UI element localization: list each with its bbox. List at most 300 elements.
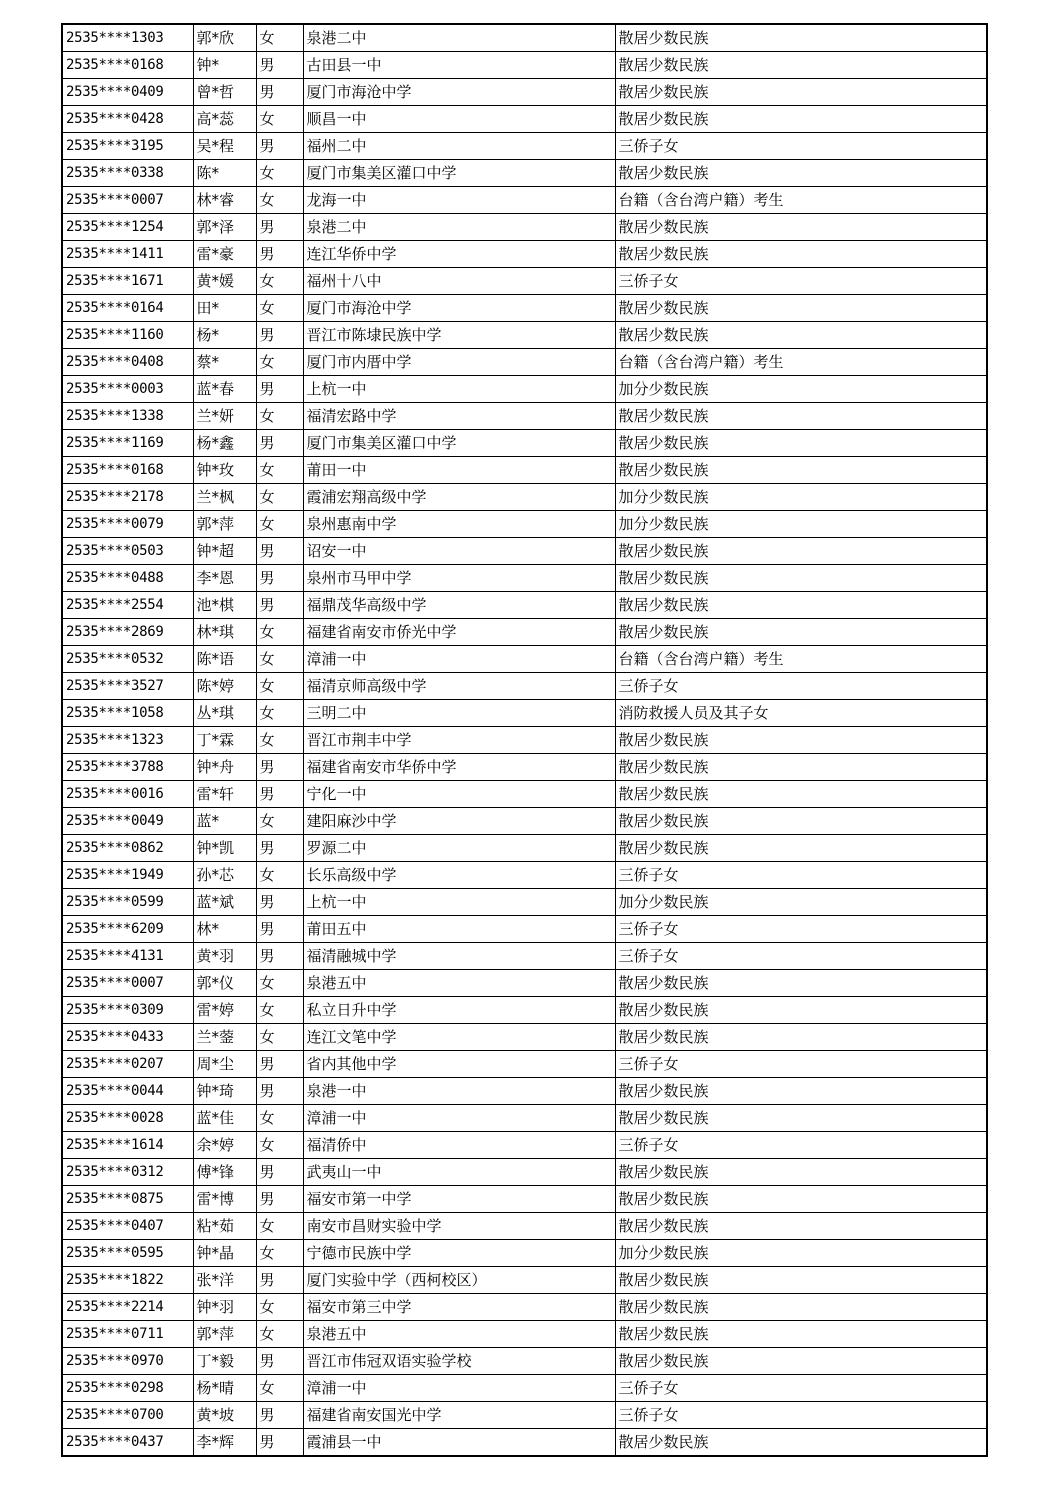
cell-candidate-id: 2535****4131	[62, 943, 193, 970]
cell-name: 兰*妍	[193, 403, 256, 430]
cell-name: 陈*语	[193, 646, 256, 673]
cell-name: 钟*舟	[193, 754, 256, 781]
cell-gender: 女	[256, 187, 303, 214]
cell-name: 兰*枫	[193, 484, 256, 511]
table-row	[62, 1132, 987, 1159]
table-row	[62, 1402, 987, 1429]
cell-school: 诏安一中	[303, 538, 615, 565]
cell-name: 曾*哲	[193, 79, 256, 106]
table-row	[62, 1213, 987, 1240]
cell-candidate-id: 2535****2214	[62, 1294, 193, 1321]
cell-category: 三侨子女	[615, 1375, 987, 1402]
cell-name: 郭*欣	[193, 24, 256, 52]
cell-category: 散居少数民族	[615, 214, 987, 241]
cell-name: 丛*琪	[193, 700, 256, 727]
cell-gender: 男	[256, 781, 303, 808]
cell-school: 省内其他中学	[303, 1051, 615, 1078]
cell-school: 福安市第三中学	[303, 1294, 615, 1321]
cell-category: 散居少数民族	[615, 79, 987, 106]
cell-gender: 男	[256, 241, 303, 268]
cell-category: 三侨子女	[615, 943, 987, 970]
cell-category: 加分少数民族	[615, 511, 987, 538]
cell-school: 宁德市民族中学	[303, 1240, 615, 1267]
cell-school: 霞浦宏翔高级中学	[303, 484, 615, 511]
cell-category: 散居少数民族	[615, 565, 987, 592]
cell-school: 连江文笔中学	[303, 1024, 615, 1051]
cell-category: 散居少数民族	[615, 1348, 987, 1375]
cell-candidate-id: 2535****3788	[62, 754, 193, 781]
cell-candidate-id: 2535****0599	[62, 889, 193, 916]
cell-candidate-id: 2535****2869	[62, 619, 193, 646]
table-row	[62, 133, 987, 160]
table-row	[62, 1159, 987, 1186]
cell-category: 散居少数民族	[615, 1105, 987, 1132]
cell-candidate-id: 2535****0488	[62, 565, 193, 592]
cell-gender: 女	[256, 160, 303, 187]
table-row	[62, 106, 987, 133]
table-row	[62, 1375, 987, 1402]
table-row	[62, 430, 987, 457]
table-row	[62, 646, 987, 673]
cell-candidate-id: 2535****0409	[62, 79, 193, 106]
cell-category: 散居少数民族	[615, 592, 987, 619]
cell-gender: 男	[256, 1159, 303, 1186]
cell-name: 黄*媛	[193, 268, 256, 295]
cell-school: 私立日升中学	[303, 997, 615, 1024]
table-row	[62, 862, 987, 889]
cell-gender: 男	[256, 1186, 303, 1213]
table-row	[62, 997, 987, 1024]
cell-name: 杨*鑫	[193, 430, 256, 457]
cell-school: 泉港五中	[303, 1321, 615, 1348]
cell-school: 福安市第一中学	[303, 1186, 615, 1213]
cell-gender: 女	[256, 673, 303, 700]
cell-candidate-id: 2535****0168	[62, 52, 193, 79]
cell-school: 长乐高级中学	[303, 862, 615, 889]
table-row	[62, 1294, 987, 1321]
cell-gender: 男	[256, 1429, 303, 1457]
cell-name: 池*棋	[193, 592, 256, 619]
cell-category: 加分少数民族	[615, 889, 987, 916]
cell-name: 郭*仪	[193, 970, 256, 997]
table-row	[62, 889, 987, 916]
table-row	[62, 322, 987, 349]
table-row	[62, 1024, 987, 1051]
cell-candidate-id: 2535****0016	[62, 781, 193, 808]
cell-name: 张*洋	[193, 1267, 256, 1294]
cell-gender: 男	[256, 592, 303, 619]
cell-candidate-id: 2535****1323	[62, 727, 193, 754]
cell-name: 雷*轩	[193, 781, 256, 808]
cell-candidate-id: 2535****1058	[62, 700, 193, 727]
cell-gender: 男	[256, 52, 303, 79]
cell-name: 粘*茹	[193, 1213, 256, 1240]
cell-category: 散居少数民族	[615, 430, 987, 457]
cell-category: 散居少数民族	[615, 241, 987, 268]
cell-candidate-id: 2535****0168	[62, 457, 193, 484]
table-row	[62, 1105, 987, 1132]
cell-gender: 女	[256, 808, 303, 835]
cell-gender: 女	[256, 484, 303, 511]
cell-school: 福清京师高级中学	[303, 673, 615, 700]
cell-school: 三明二中	[303, 700, 615, 727]
cell-category: 散居少数民族	[615, 295, 987, 322]
table-row	[62, 268, 987, 295]
cell-name: 林*睿	[193, 187, 256, 214]
cell-gender: 女	[256, 457, 303, 484]
cell-gender: 男	[256, 835, 303, 862]
cell-name: 蓝*佳	[193, 1105, 256, 1132]
cell-candidate-id: 2535****3527	[62, 673, 193, 700]
cell-name: 吴*程	[193, 133, 256, 160]
cell-candidate-id: 2535****0003	[62, 376, 193, 403]
cell-name: 郭*萍	[193, 511, 256, 538]
cell-gender: 男	[256, 1051, 303, 1078]
cell-gender: 女	[256, 24, 303, 52]
cell-gender: 男	[256, 214, 303, 241]
cell-gender: 男	[256, 1267, 303, 1294]
table-row	[62, 1321, 987, 1348]
cell-school: 建阳麻沙中学	[303, 808, 615, 835]
cell-name: 孙*芯	[193, 862, 256, 889]
table-row	[62, 970, 987, 997]
table-row	[62, 700, 987, 727]
cell-gender: 女	[256, 1024, 303, 1051]
cell-school: 霞浦县一中	[303, 1429, 615, 1457]
cell-gender: 男	[256, 322, 303, 349]
cell-category: 散居少数民族	[615, 403, 987, 430]
cell-candidate-id: 2535****0408	[62, 349, 193, 376]
cell-candidate-id: 2535****0875	[62, 1186, 193, 1213]
table-row	[62, 349, 987, 376]
cell-category: 三侨子女	[615, 862, 987, 889]
cell-category: 散居少数民族	[615, 24, 987, 52]
cell-school: 莆田五中	[303, 916, 615, 943]
cell-name: 钟*超	[193, 538, 256, 565]
cell-name: 李*恩	[193, 565, 256, 592]
cell-name: 兰*蓥	[193, 1024, 256, 1051]
cell-gender: 女	[256, 619, 303, 646]
cell-school: 福清侨中	[303, 1132, 615, 1159]
cell-candidate-id: 2535****0044	[62, 1078, 193, 1105]
cell-candidate-id: 2535****0428	[62, 106, 193, 133]
cell-name: 蓝*春	[193, 376, 256, 403]
cell-school: 连江华侨中学	[303, 241, 615, 268]
cell-candidate-id: 2535****0164	[62, 295, 193, 322]
cell-name: 杨*晴	[193, 1375, 256, 1402]
cell-category: 三侨子女	[615, 1402, 987, 1429]
cell-school: 厦门市内厝中学	[303, 349, 615, 376]
cell-name: 郭*萍	[193, 1321, 256, 1348]
cell-category: 散居少数民族	[615, 754, 987, 781]
cell-category: 散居少数民族	[615, 1429, 987, 1457]
cell-category: 散居少数民族	[615, 322, 987, 349]
cell-school: 龙海一中	[303, 187, 615, 214]
cell-candidate-id: 2535****0862	[62, 835, 193, 862]
cell-school: 晋江市荆丰中学	[303, 727, 615, 754]
cell-school: 漳浦一中	[303, 646, 615, 673]
cell-gender: 男	[256, 754, 303, 781]
cell-category: 台籍（含台湾户籍）考生	[615, 646, 987, 673]
cell-category: 散居少数民族	[615, 1294, 987, 1321]
table-row	[62, 1240, 987, 1267]
table-row	[62, 835, 987, 862]
cell-candidate-id: 2535****0433	[62, 1024, 193, 1051]
cell-candidate-id: 2535****0532	[62, 646, 193, 673]
cell-school: 古田县一中	[303, 52, 615, 79]
cell-school: 厦门实验中学（西柯校区）	[303, 1267, 615, 1294]
cell-school: 厦门市集美区灌口中学	[303, 430, 615, 457]
cell-category: 散居少数民族	[615, 538, 987, 565]
cell-gender: 女	[256, 268, 303, 295]
table-row	[62, 916, 987, 943]
cell-school: 泉州市马甲中学	[303, 565, 615, 592]
cell-gender: 男	[256, 376, 303, 403]
cell-candidate-id: 2535****0079	[62, 511, 193, 538]
cell-gender: 女	[256, 700, 303, 727]
cell-category: 散居少数民族	[615, 160, 987, 187]
cell-category: 加分少数民族	[615, 1240, 987, 1267]
cell-school: 晋江市陈埭民族中学	[303, 322, 615, 349]
table-row	[62, 727, 987, 754]
cell-name: 钟*琦	[193, 1078, 256, 1105]
table-row	[62, 511, 987, 538]
cell-gender: 女	[256, 997, 303, 1024]
cell-gender: 女	[256, 295, 303, 322]
cell-gender: 男	[256, 1402, 303, 1429]
cell-gender: 男	[256, 889, 303, 916]
cell-name: 丁*霖	[193, 727, 256, 754]
cell-category: 散居少数民族	[615, 1186, 987, 1213]
cell-candidate-id: 2535****0028	[62, 1105, 193, 1132]
cell-school: 泉港二中	[303, 214, 615, 241]
cell-category: 散居少数民族	[615, 1321, 987, 1348]
cell-category: 散居少数民族	[615, 619, 987, 646]
cell-category: 散居少数民族	[615, 1213, 987, 1240]
cell-category: 散居少数民族	[615, 997, 987, 1024]
cell-category: 散居少数民族	[615, 1159, 987, 1186]
cell-school: 福建省南安市侨光中学	[303, 619, 615, 646]
table-row	[62, 1078, 987, 1105]
cell-category: 加分少数民族	[615, 376, 987, 403]
cell-category: 三侨子女	[615, 673, 987, 700]
cell-name: 蓝*	[193, 808, 256, 835]
cell-name: 傅*锋	[193, 1159, 256, 1186]
cell-category: 三侨子女	[615, 268, 987, 295]
cell-gender: 男	[256, 1348, 303, 1375]
cell-category: 消防救援人员及其子女	[615, 700, 987, 727]
table-row	[62, 24, 987, 52]
cell-name: 杨*	[193, 322, 256, 349]
cell-candidate-id: 2535****0437	[62, 1429, 193, 1457]
cell-category: 台籍（含台湾户籍）考生	[615, 349, 987, 376]
cell-gender: 女	[256, 1294, 303, 1321]
cell-candidate-id: 2535****1822	[62, 1267, 193, 1294]
cell-gender: 女	[256, 403, 303, 430]
cell-category: 台籍（含台湾户籍）考生	[615, 187, 987, 214]
cell-gender: 女	[256, 862, 303, 889]
cell-category: 散居少数民族	[615, 1078, 987, 1105]
cell-school: 漳浦一中	[303, 1375, 615, 1402]
cell-gender: 女	[256, 727, 303, 754]
table-row	[62, 214, 987, 241]
cell-name: 林*琪	[193, 619, 256, 646]
table-row	[62, 484, 987, 511]
cell-school: 福建省南安市华侨中学	[303, 754, 615, 781]
cell-school: 泉港一中	[303, 1078, 615, 1105]
table-row	[62, 160, 987, 187]
cell-school: 漳浦一中	[303, 1105, 615, 1132]
table-row	[62, 781, 987, 808]
cell-category: 三侨子女	[615, 1051, 987, 1078]
cell-gender: 男	[256, 538, 303, 565]
cell-category: 三侨子女	[615, 1132, 987, 1159]
cell-candidate-id: 2535****0700	[62, 1402, 193, 1429]
cell-candidate-id: 2535****0298	[62, 1375, 193, 1402]
cell-candidate-id: 2535****0970	[62, 1348, 193, 1375]
cell-category: 散居少数民族	[615, 781, 987, 808]
table-row	[62, 52, 987, 79]
cell-school: 宁化一中	[303, 781, 615, 808]
cell-school: 厦门市海沧中学	[303, 79, 615, 106]
cell-school: 南安市昌财实验中学	[303, 1213, 615, 1240]
cell-school: 罗源二中	[303, 835, 615, 862]
table-row	[62, 187, 987, 214]
cell-candidate-id: 2535****2554	[62, 592, 193, 619]
cell-candidate-id: 2535****0595	[62, 1240, 193, 1267]
table-row	[62, 403, 987, 430]
cell-category: 散居少数民族	[615, 1024, 987, 1051]
cell-category: 散居少数民族	[615, 457, 987, 484]
cell-category: 散居少数民族	[615, 970, 987, 997]
table-row	[62, 79, 987, 106]
cell-candidate-id: 2535****2178	[62, 484, 193, 511]
cell-name: 周*尘	[193, 1051, 256, 1078]
cell-name: 雷*婷	[193, 997, 256, 1024]
cell-school: 莆田一中	[303, 457, 615, 484]
cell-gender: 女	[256, 349, 303, 376]
cell-school: 福鼎茂华高级中学	[303, 592, 615, 619]
cell-name: 高*蕊	[193, 106, 256, 133]
cell-name: 丁*毅	[193, 1348, 256, 1375]
cell-candidate-id: 2535****1303	[62, 24, 193, 52]
cell-candidate-id: 2535****0007	[62, 970, 193, 997]
cell-gender: 女	[256, 970, 303, 997]
cell-gender: 女	[256, 1105, 303, 1132]
cell-school: 厦门市集美区灌口中学	[303, 160, 615, 187]
cell-gender: 男	[256, 1078, 303, 1105]
table-row	[62, 241, 987, 268]
cell-name: 钟*玫	[193, 457, 256, 484]
cell-name: 郭*泽	[193, 214, 256, 241]
cell-gender: 女	[256, 511, 303, 538]
table-row	[62, 457, 987, 484]
cell-name: 钟*晶	[193, 1240, 256, 1267]
cell-name: 黄*坡	[193, 1402, 256, 1429]
cell-category: 散居少数民族	[615, 727, 987, 754]
cell-name: 余*婷	[193, 1132, 256, 1159]
cell-name: 陈*婷	[193, 673, 256, 700]
cell-candidate-id: 2535****0407	[62, 1213, 193, 1240]
data-table	[61, 23, 988, 1457]
table-body	[62, 24, 987, 1456]
cell-school: 福清宏路中学	[303, 403, 615, 430]
cell-candidate-id: 2535****1169	[62, 430, 193, 457]
cell-name: 钟*	[193, 52, 256, 79]
table-row	[62, 1186, 987, 1213]
table-row	[62, 754, 987, 781]
cell-candidate-id: 2535****0007	[62, 187, 193, 214]
cell-gender: 男	[256, 79, 303, 106]
cell-candidate-id: 2535****3195	[62, 133, 193, 160]
cell-gender: 女	[256, 646, 303, 673]
cell-name: 林*	[193, 916, 256, 943]
cell-gender: 男	[256, 916, 303, 943]
cell-candidate-id: 2535****1254	[62, 214, 193, 241]
cell-name: 田*	[193, 295, 256, 322]
cell-candidate-id: 2535****1411	[62, 241, 193, 268]
cell-gender: 女	[256, 1375, 303, 1402]
cell-school: 上杭一中	[303, 889, 615, 916]
cell-category: 三侨子女	[615, 916, 987, 943]
cell-candidate-id: 2535****6209	[62, 916, 193, 943]
table-row	[62, 295, 987, 322]
cell-gender: 女	[256, 1213, 303, 1240]
cell-school: 泉港五中	[303, 970, 615, 997]
table-row	[62, 538, 987, 565]
table-row	[62, 808, 987, 835]
cell-candidate-id: 2535****0312	[62, 1159, 193, 1186]
cell-school: 武夷山一中	[303, 1159, 615, 1186]
cell-school: 上杭一中	[303, 376, 615, 403]
cell-school: 福州二中	[303, 133, 615, 160]
cell-name: 黄*羽	[193, 943, 256, 970]
cell-name: 雷*豪	[193, 241, 256, 268]
cell-school: 福清融城中学	[303, 943, 615, 970]
table-row	[62, 565, 987, 592]
table-row	[62, 673, 987, 700]
table-row	[62, 1267, 987, 1294]
cell-category: 散居少数民族	[615, 106, 987, 133]
cell-school: 晋江市伟冠双语实验学校	[303, 1348, 615, 1375]
table-row	[62, 1051, 987, 1078]
cell-name: 雷*博	[193, 1186, 256, 1213]
cell-category: 三侨子女	[615, 133, 987, 160]
cell-category: 散居少数民族	[615, 808, 987, 835]
cell-name: 李*辉	[193, 1429, 256, 1457]
cell-name: 蔡*	[193, 349, 256, 376]
table-row	[62, 1348, 987, 1375]
cell-gender: 男	[256, 133, 303, 160]
cell-candidate-id: 2535****0207	[62, 1051, 193, 1078]
cell-gender: 女	[256, 106, 303, 133]
cell-category: 散居少数民族	[615, 1267, 987, 1294]
table-row	[62, 1429, 987, 1457]
table-row	[62, 619, 987, 646]
cell-gender: 女	[256, 1321, 303, 1348]
cell-name: 钟*羽	[193, 1294, 256, 1321]
cell-gender: 女	[256, 1240, 303, 1267]
cell-name: 钟*凯	[193, 835, 256, 862]
cell-gender: 男	[256, 943, 303, 970]
cell-gender: 男	[256, 430, 303, 457]
cell-candidate-id: 2535****0503	[62, 538, 193, 565]
cell-category: 散居少数民族	[615, 835, 987, 862]
cell-candidate-id: 2535****1338	[62, 403, 193, 430]
cell-school: 泉州惠南中学	[303, 511, 615, 538]
cell-candidate-id: 2535****1949	[62, 862, 193, 889]
table-row	[62, 943, 987, 970]
